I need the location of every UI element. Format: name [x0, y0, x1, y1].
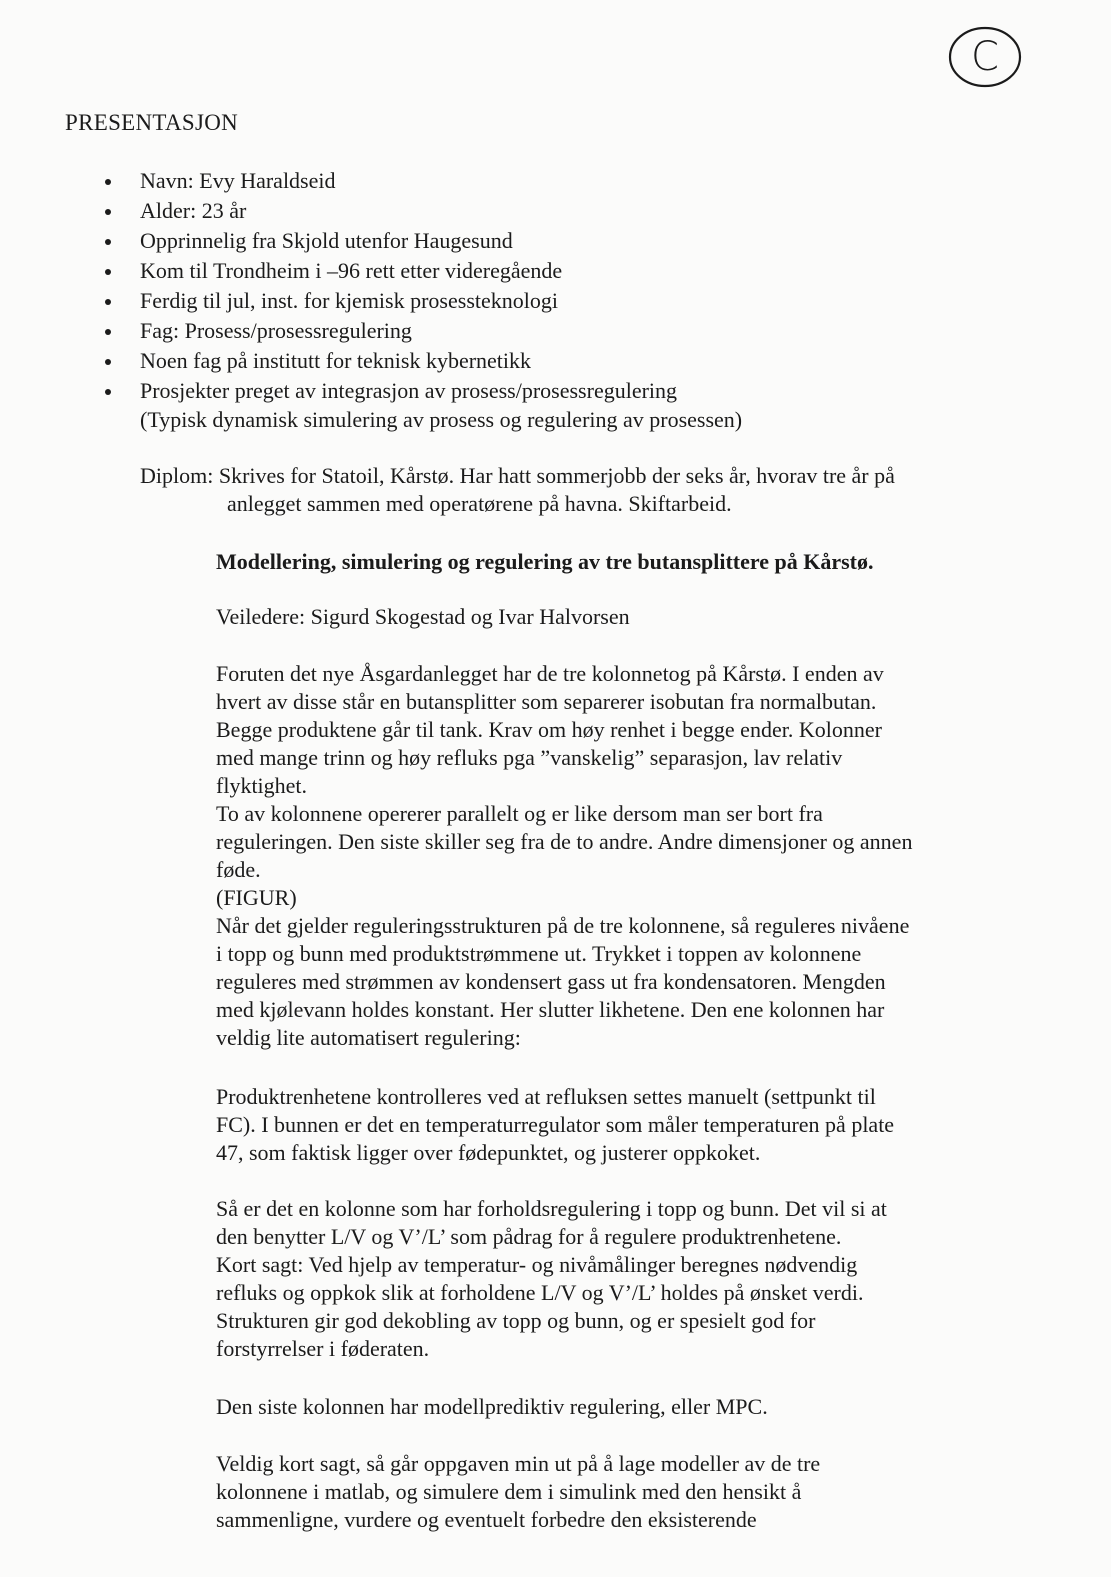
paragraph-line: veldig lite automatisert regulering:: [216, 1025, 521, 1050]
diplom-line: Diplom: Skrives for Statoil, Kårstø. Har hatt sommerjobb der seks år, hvorav tre år på: [140, 463, 895, 488]
bullet-icon: [105, 239, 111, 245]
bullet-icon: [105, 389, 111, 395]
diplom-line: anlegget sammen med operatørene på havna. Skiftarbeid.: [227, 491, 732, 516]
list-item-text: Kom til Trondheim i –96 rett etter videregående: [140, 258, 563, 283]
bullet-icon: [105, 179, 111, 185]
list-item: [96, 316, 996, 346]
paragraph-line: Produktrenhetene kontrolleres ved at refluksen settes manuelt (settpunkt til: [216, 1084, 876, 1109]
list-item: [96, 166, 996, 196]
thesis-title: Modellering, simulering og regulering av tre butansplittere på Kårstø.: [216, 549, 874, 574]
list-item-text: Opprinnelig fra Skjold utenfor Haugesund: [140, 228, 513, 253]
paragraph-line: Kort sagt: Ved hjelp av temperatur- og nivåmålinger beregnes nødvendig: [216, 1252, 858, 1277]
list-item-text: Fag: Prosess/prosessregulering: [140, 318, 412, 343]
list-item: [96, 226, 996, 256]
list-item-text: Alder: 23 år: [140, 198, 247, 223]
paragraph-line: 47, som faktisk ligger over fødepunktet, og justerer oppkoket.: [216, 1140, 761, 1165]
paragraph-line: sammenligne, vurdere og eventuelt forbedre den eksisterende: [216, 1507, 757, 1532]
paragraph-line: i topp og bunn med produktstrømmene ut. Trykket i toppen av kolonnene: [216, 941, 862, 966]
paragraph-line: den benytter L/V og V’/L’ som pådrag for å regulere produktrenhetene.: [216, 1224, 842, 1249]
paragraph-line: Foruten det nye Åsgardanlegget har de tre kolonnetog på Kårstø. I enden av: [216, 661, 884, 686]
list-item: [96, 196, 996, 226]
paragraph-line: Strukturen gir god dekobling av topp og bunn, og er spesielt god for: [216, 1308, 816, 1333]
paragraph-line: med kjølevann holdes konstant. Her slutter likhetene. Den ene kolonnen har: [216, 997, 885, 1022]
paragraph-line: Begge produktene går til tank. Krav om høy renhet i begge ender. Kolonner: [216, 717, 882, 742]
stamp-letter: C: [971, 34, 999, 80]
paragraph-line: FC). I bunnen er det en temperaturregulator som måler temperaturen på plate: [216, 1112, 895, 1137]
paragraph-ratio-control: [216, 1195, 1016, 1363]
paragraph-task: [216, 1450, 1016, 1534]
paragraph-line: (FIGUR): [216, 885, 297, 910]
paragraph-line: refluks og oppkok slik at forholdene L/V og V’/L’ holdes på ønsket verdi.: [216, 1280, 864, 1305]
paragraph-line: reguleres med strømmen av kondensert gass ut fra kondensatoren. Mengden: [216, 969, 886, 994]
bullet-icon: [105, 299, 111, 305]
page-title: PRESENTASJON: [65, 110, 239, 135]
supervisors: Veiledere: Sigurd Skogestad og Ivar Halvorsen: [216, 604, 630, 629]
bullet-icon: [105, 359, 111, 365]
paragraph-line: hvert av disse står en butansplitter som separerer isobutan fra normalbutan.: [216, 689, 877, 714]
list-item: [96, 256, 996, 286]
paragraph-line: flyktighet.: [216, 773, 308, 798]
list-item-text: Ferdig til jul, inst. for kjemisk prosessteknologi: [140, 288, 558, 313]
paragraph-line: Så er det en kolonne som har forholdsregulering i topp og bunn. Det vil si at: [216, 1196, 887, 1221]
list-item: [96, 346, 996, 376]
circled-letter-stamp: [948, 26, 1022, 88]
paragraph-mpc: [216, 1393, 1016, 1421]
list-item-text: Navn: Evy Haraldseid: [140, 168, 336, 193]
bullet-icon: [105, 269, 111, 275]
paragraph-line: reguleringen. Den siste skiller seg fra de to andre. Andre dimensjoner og annen: [216, 829, 913, 854]
paragraph-line: To av kolonnene opererer parallelt og er like dersom man ser bort fra: [216, 801, 823, 826]
paragraph-line: Den siste kolonnen har modellprediktiv regulering, eller MPC.: [216, 1394, 768, 1419]
diplom-paragraph: [140, 462, 1020, 518]
list-item-text: Noen fag på institutt for teknisk kybernetikk: [140, 348, 532, 373]
list-item-text: Prosjekter preget av integrasjon av prosess/prosessregulering: [140, 378, 678, 403]
list-item-note: (Typisk dynamisk simulering av prosess og regulering av prosessen): [140, 407, 743, 432]
personal-info-list: [96, 166, 996, 434]
paragraph-line: Når det gjelder reguleringsstrukturen på de tre kolonnene, så reguleres nivåene: [216, 913, 910, 938]
paragraph-manual-control: [216, 1083, 1016, 1167]
bullet-icon: [105, 209, 111, 215]
bullet-icon: [105, 329, 111, 335]
paragraph-line: kolonnene i matlab, og simulere dem i simulink med den hensikt å: [216, 1479, 802, 1504]
paragraph-line: forstyrrelser i føderaten.: [216, 1336, 430, 1361]
paragraph-line: Veldig kort sagt, så går oppgaven min ut på å lage modeller av de tre: [216, 1451, 821, 1476]
paragraph-line: føde.: [216, 857, 261, 882]
list-item: [96, 286, 996, 316]
list-item: [96, 376, 996, 434]
paragraph-line: med mange trinn og høy refluks pga ”vanskelig” separasjon, lav relativ: [216, 745, 843, 770]
paragraph-columns: [216, 660, 1016, 1052]
